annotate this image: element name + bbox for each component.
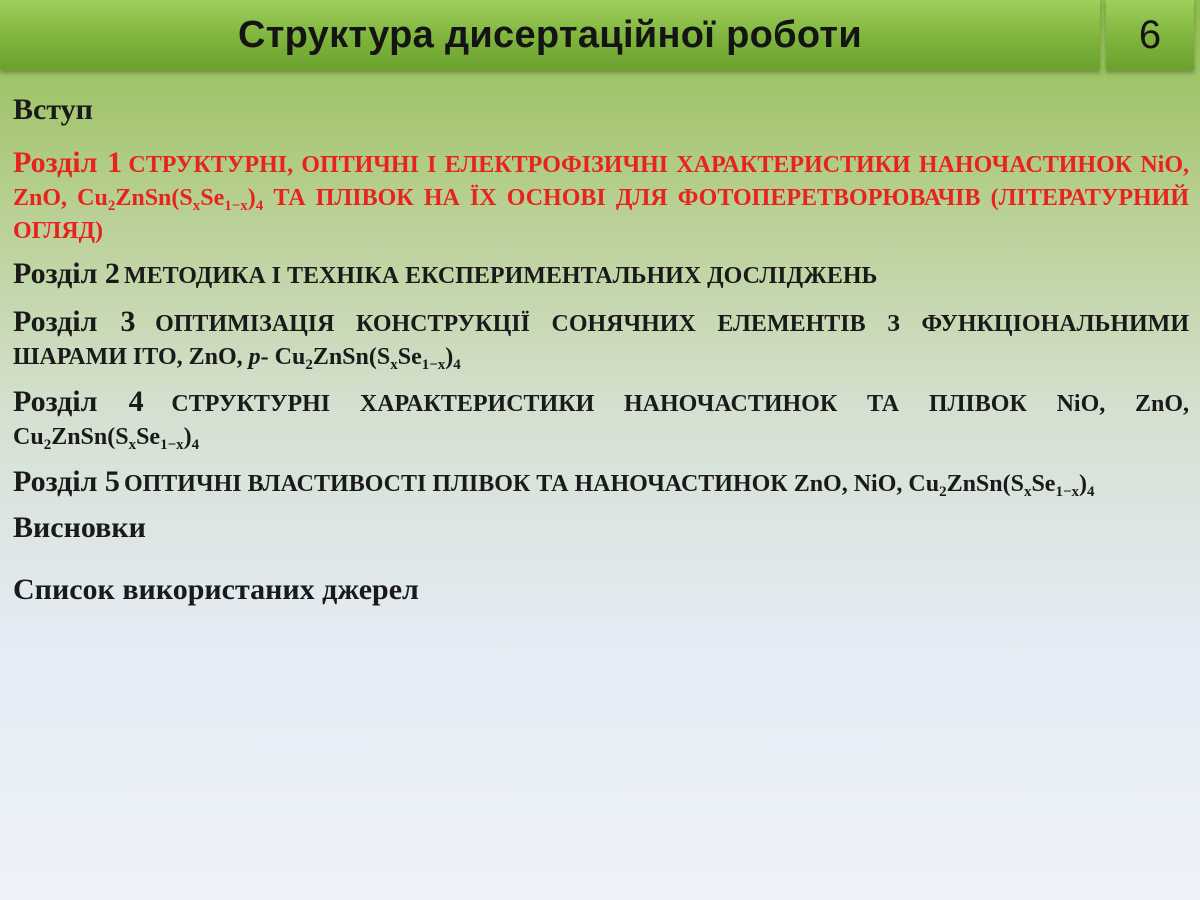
outline-conclusions: Висновки	[13, 511, 146, 544]
title-bar	[0, 0, 1100, 70]
section-5	[13, 467, 1189, 502]
section-4-label: Розділ 4	[13, 385, 144, 418]
section-5-title: ОПТИЧНІ ВЛАСТИВОСТІ ПЛІВОК ТА НАНОЧАСТИНОК ZnO, NiO, $Cu_2ZnSn(S_xSe_{1-x})_4$	[123, 471, 1095, 500]
outline	[13, 92, 1189, 608]
section-3-title: ОПТИМІЗАЦІЯ КОНСТРУКЦІЇ СОНЯЧНИХ ЕЛЕМЕНТІВ З ФУНКЦІОНАЛЬНИМИ ШАРАМИ ІТО, ZnO, p- $Cu_2ZnSn(S_xSe_{1-x})_4$	[13, 311, 1189, 373]
section-5-label: Розділ 5	[13, 465, 120, 498]
section-1	[13, 148, 1189, 249]
page-number-box	[1106, 0, 1194, 70]
section-1-label: Розділ 1	[13, 146, 123, 179]
section-1-title: СТРУКТУРНІ, ОПТИЧНІ І ЕЛЕКТРОФІЗИЧНІ ХАРАКТЕРИСТИКИ НАНОЧАСТИНОК NiO, ZnO, $Cu_2ZnSn(S_xSe_{1-x})_4$ ТА ПЛІВОК НА ЇХ ОСНОВІ ДЛЯ ФОТОПЕРЕТВОРЮВАЧІВ (ЛІТЕРАТУРНИЙ ОГЛЯД)	[13, 152, 1190, 244]
section-2-title: МЕТОДИКА І ТЕХНІКА ЕКСПЕРИМЕНТАЛЬНИХ ДОСЛІДЖЕНЬ	[123, 263, 878, 289]
outline-intro: Вступ	[13, 93, 93, 126]
section-3-label: Розділ 3	[13, 305, 136, 338]
section-2-label: Розділ 2	[13, 257, 120, 290]
section-2	[13, 259, 1189, 294]
slide-title: Структура дисертаційної роботи	[237, 13, 863, 56]
section-3	[13, 307, 1189, 375]
page-number: 6	[1138, 12, 1162, 57]
section-4-title: СТРУКТУРНІ ХАРАКТЕРИСТИКИ НАНОЧАСТИНОК ТА ПЛІВОК NiO, ZnO, $Cu_2ZnSn(S_xSe_{1-x})_4$	[13, 391, 1190, 453]
outline-references: Список використаних джерел	[13, 573, 419, 606]
section-4	[13, 387, 1189, 455]
